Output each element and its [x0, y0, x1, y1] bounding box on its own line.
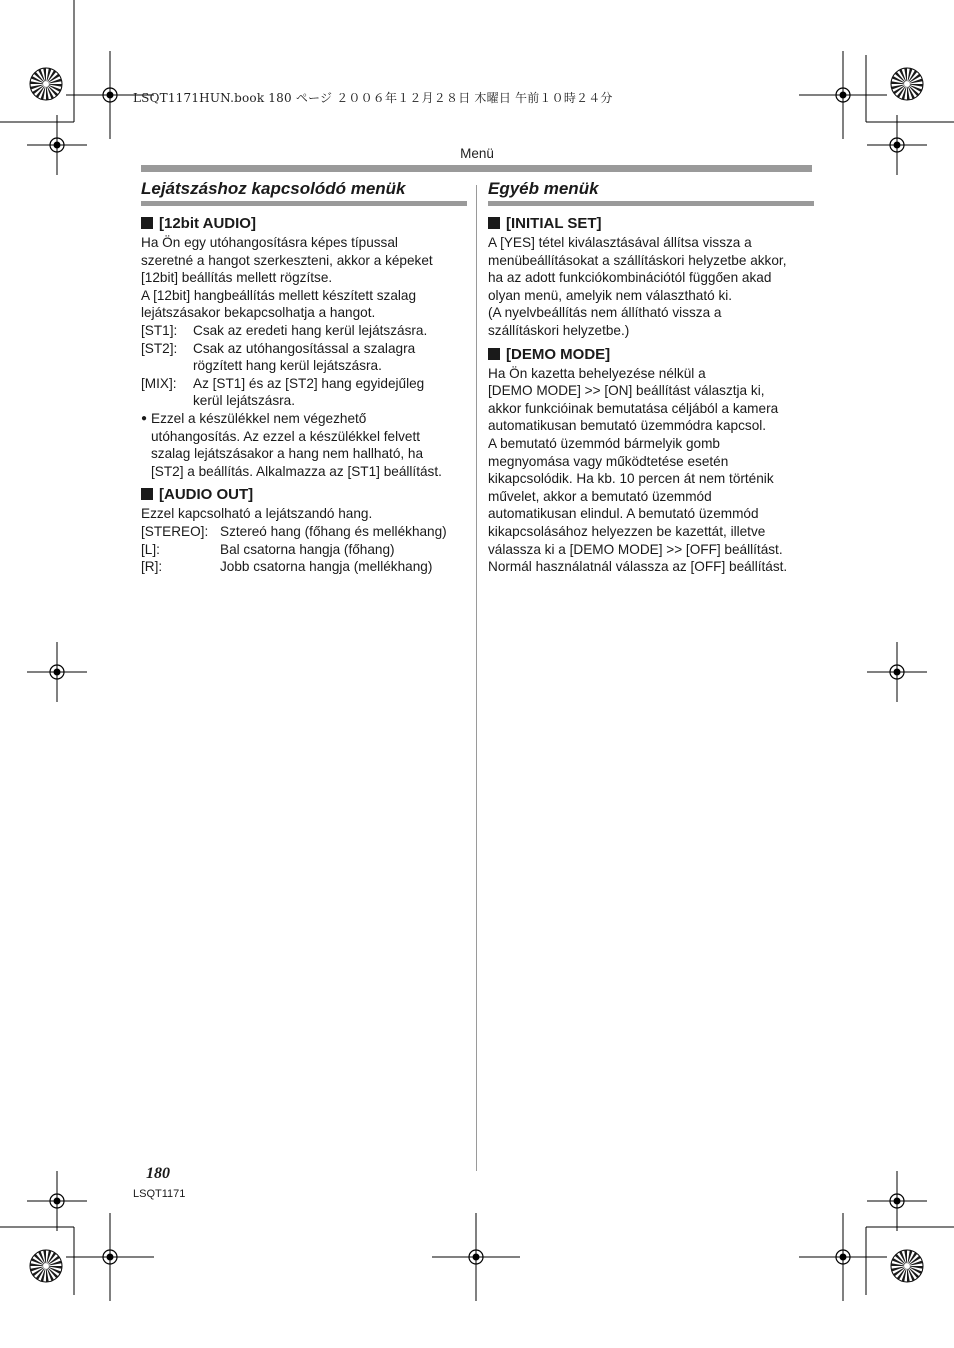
bullet-icon: ●: [141, 412, 148, 424]
registration-mark-icon: [27, 115, 87, 175]
registration-mark-icon: [432, 1213, 520, 1301]
audio12-heading: [12bit AUDIO]: [141, 214, 467, 234]
registration-mark-icon: [27, 1171, 87, 1231]
option-l: [L]: Bal csatorna hangja (főhang): [141, 541, 395, 557]
registration-mark-icon: [867, 642, 927, 702]
right-title-rule: [488, 201, 814, 206]
left-column: [141, 178, 467, 576]
option-st1: [ST1]: Csak az eredeti hang kerül lejátszásra.: [141, 322, 428, 338]
color-target-icon: [30, 1250, 62, 1282]
left-title-rule: [141, 201, 467, 206]
audio12-note: ● Ezzel a készülékkel nem végezhető utóhangosítás. Az ezzel a készülékkel felvett szalag lejátszásakor a hang nem hallható, ha [ST2] a beállítás. Alkalmazza az [ST1] beállítást.: [141, 410, 442, 479]
initial-set-heading: [INITIAL SET]: [488, 214, 814, 234]
registration-mark-icon: [799, 51, 887, 139]
option-r: [R]: Jobb csatorna hangja (mellékhang): [141, 559, 433, 575]
square-bullet-icon: [488, 217, 500, 229]
registration-mark-icon: [867, 115, 927, 175]
option-mix: [MIX]: Az [ST1] és az [ST2] hang egyidejűleg kerül lejátszásra.: [141, 375, 425, 409]
document-code: LSQT1171: [133, 1188, 186, 1200]
demo-mode-description: Ha Ön kazetta behelyezése nélkül a [DEMO MODE] >> [ON] beállítást választja ki, akkor funkcióinak bemutatása céljából a kamera automatikusan bemutató üzemmódra kapcsol. A bemutató üzemmód bármelyik gomb megnyomása vagy működtetése esetén kikapcsolódik. Ha kb. 10 percen át nem történik művelet, akkor a bemutató üzemmód automatikusan elindul. A bemutató üzemmód kikapcsolásához helyezzen be kazettát, illetve válassza ki a [DEMO MODE] >> [OFF] beállítást. Normál használatnál válassza az [OFF] beállítást.: [488, 365, 788, 575]
right-column: [488, 178, 814, 576]
registration-mark-icon: [66, 1213, 154, 1301]
column-divider: [476, 185, 477, 1171]
square-bullet-icon: [141, 488, 153, 500]
audio-out-intro: Ezzel kapcsolható a lejátszandó hang.: [141, 506, 373, 522]
section-label: Menü: [460, 146, 494, 161]
option-st2: [ST2]: Csak az utóhangosítással a szalagra rögzített hang kerül lejátszásra.: [141, 340, 416, 374]
color-target-icon: [30, 68, 62, 100]
left-column-title: Lejátszáshoz kapcsolódó menük: [141, 179, 406, 198]
color-target-icon: [891, 68, 923, 100]
audio12-description: Ha Ön egy utóhangosításra képes típussal szeretné a hangot szerkeszteni, akkor a képeket [12bit] beállítás mellett rögzítse. A [12bit] hangbeállítás mellett készített szalag lejátszásakor bekapcsolhatja a hangot.: [141, 235, 433, 321]
initial-set-description: A [YES] tétel kiválasztásával állítsa vissza a menübeállításokat a szállításkori helyzetbe akkor, ha az adott funkciókombinációtól függően akad olyan menü, amelyik nem választható ki. (A nyelvbeállítás nem állítható vissza a szállításkori helyzetbe.): [488, 235, 787, 338]
demo-mode-heading: [DEMO MODE]: [488, 345, 814, 365]
audio12-options: [141, 322, 467, 410]
right-column-title: Egyéb menük: [488, 179, 599, 198]
page-number: 180: [146, 1165, 170, 1182]
registration-mark-icon: [799, 1213, 887, 1301]
registration-mark-icon: [27, 642, 87, 702]
print-job-header: LSQT1171HUN.book 180 ページ ２００６年１２月２８日 木曜日 午前１０時２４分: [133, 91, 613, 105]
audio-out-heading: [AUDIO OUT]: [141, 485, 467, 505]
square-bullet-icon: [488, 348, 500, 360]
registration-mark-icon: [867, 1171, 927, 1231]
audio-out-options: [141, 523, 467, 576]
header-rule: [141, 165, 812, 172]
color-target-icon: [891, 1250, 923, 1282]
option-stereo: [STEREO]: Sztereó hang (főhang és mellékhang): [141, 523, 447, 539]
square-bullet-icon: [141, 217, 153, 229]
